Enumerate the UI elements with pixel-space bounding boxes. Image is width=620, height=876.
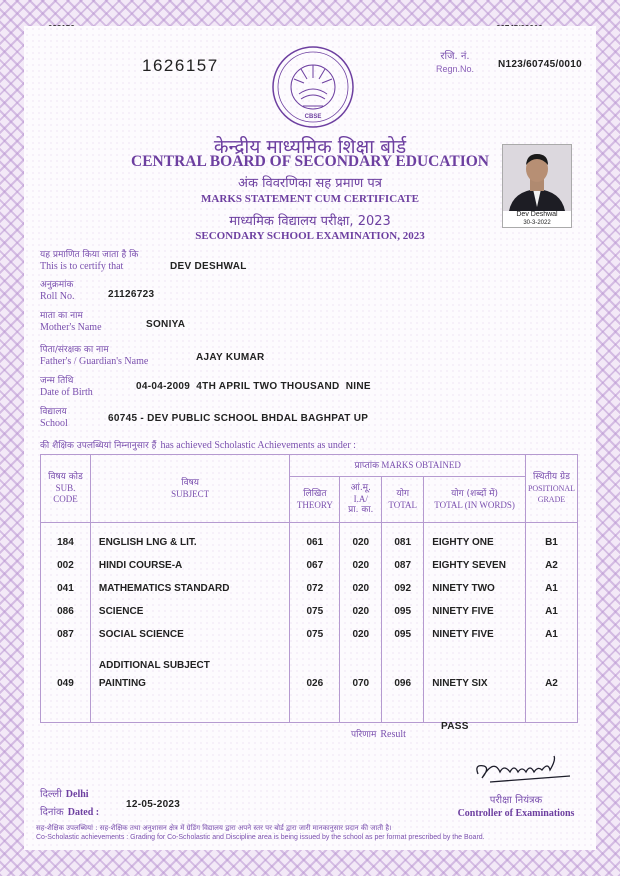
photo-caption-name: Dev Deshwal [516,211,558,218]
regn-label-en: Regn.No. [436,64,475,74]
field-school-label-en: School [40,418,68,429]
seal-center-text: CBSE [304,114,322,120]
issue-date: 12-05-2023 [126,799,181,810]
field-father-label-hi: पिता/संरक्षक का नाम [40,345,109,355]
header-theory: लिखित THEORY [290,477,340,523]
serial-number: 1626157 [142,56,219,75]
board-name-hindi: केन्द्रीय माध्यमिक शिक्षा बोर्ड [213,136,407,158]
controller-label [446,794,586,820]
table-row: 049 PAINTING 026 070 096 NINETY SIX A2 [41,672,578,695]
field-mother-label [40,310,102,334]
result-label-en: Result [380,729,406,740]
student-portrait-icon [503,145,571,211]
regn-label-hi: रजि. नं. [440,51,470,62]
footer-note [36,823,588,843]
field-father-label [40,344,148,368]
place [40,786,89,801]
field-certify-label-en: This is to certify that [40,261,124,272]
header-marks-obtained: प्राप्तांक MARKS OBTAINED [290,455,526,477]
achievement-line-en: has achieved Scholastic Achievements as under : [160,440,356,451]
father-name: AJAY KUMAR [196,352,265,363]
header-total: योग TOTAL [382,477,424,523]
table-row: 002 HINDI COURSE-A 067 020 087 EIGHTY SEVEN A2 [41,554,578,577]
certificate-body [24,26,596,850]
field-roll-label-en: Roll No. [40,291,75,302]
footer-note-hi: सह-शैक्षिक उपलब्धियां : सह-शैक्षिक तथा अनुशासन क्षेत्र में ग्रेडिंग विद्यालय द्वारा अपने स्तर पर बोर्ड द्वारा जारी मानकानुसार प्रदान की जाती है। [36,824,392,832]
field-dob-label-en: Date of Birth [40,387,93,398]
controller-signature-icon [470,752,580,788]
header-grade: स्थितीय ग्रेड POSITIONAL GRADE [525,455,577,523]
dated-label [40,802,99,820]
board-name-english: CENTRAL BOARD OF SECONDARY EDUCATION [131,153,489,170]
controller-label-en: Controller of Examinations [457,808,575,819]
achievement-line-hi: की शैक्षिक उपलब्धियां निम्नानुसार हैं [40,441,157,451]
field-mother-label-en: Mother's Name [40,322,102,333]
place-en: Delhi [65,789,89,800]
student-photo [502,144,572,228]
marks-table [40,454,578,723]
field-roll-label [40,279,74,303]
footer-note-en: Co-Scholastic achievements : Grading for Co-Scholastic and Discipline area is being issued by the school as per format prescribed by the Board. [36,834,485,841]
additional-subject-row: ADDITIONAL SUBJECT [41,646,578,672]
table-row: 086 SCIENCE 075 020 095 NINETY FIVE A1 [41,600,578,623]
achievement-line [40,435,356,453]
result-label [351,724,406,742]
student-name: DEV DESHWAL [170,261,247,272]
header-subject: विषय SUBJECT [90,455,289,523]
certificate-title-hindi: अंक विवरणिका सह प्रमाण पत्र [238,176,382,191]
exam-name-english: SECONDARY SCHOOL EXAMINATION, 2023 [195,230,425,242]
date-of-birth: 04-04-2009 4TH APRIL TWO THOUSAND NINE [136,381,371,392]
field-roll-label-hi: अनुक्रमांक [40,280,74,290]
header-total-words: योग (शब्दों में) TOTAL (IN WORDS) [424,477,526,523]
photo-caption-date: 30-3-2022 [523,220,551,226]
result-value: PASS [441,721,469,732]
result-label-hi: परिणाम [351,730,377,740]
field-dob-label-hi: जन्म तिथि [40,376,74,386]
table-row: 184 ENGLISH LNG & LIT. 061 020 081 EIGHTY ONE B1 [41,531,578,554]
field-school-label-hi: विद्यालय [40,407,67,417]
certificate-title-english: MARKS STATEMENT CUM CERTIFICATE [201,193,419,205]
field-father-label-en: Father's / Guardian's Name [40,356,149,367]
header-sub-code: विषय कोड SUB. CODE [41,455,91,523]
exam-name-hindi: माध्यमिक विद्यालय परीक्षा, 2023 [229,214,391,229]
controller-label-hi: परीक्षा नियंत्रक [489,795,543,806]
table-row: 041 MATHEMATICS STANDARD 072 020 092 NINETY TWO A1 [41,577,578,600]
school-name: 60745 - DEV PUBLIC SCHOOL BHDAL BAGHPAT UP [108,413,369,424]
roll-number: 21126723 [108,289,155,300]
field-school-label [40,406,68,430]
header-ia: आं.मू. I.A/ प्रा. का. [340,477,382,523]
field-certify-label-hi: यह प्रमाणित किया जाता है कि [40,250,139,260]
place-hi: दिल्ली [40,789,62,800]
dated-label-hi: दिनांक [40,807,64,818]
field-mother-label-hi: माता का नाम [40,311,83,321]
regn-label [436,51,474,75]
dated-label-en: Dated : [67,807,100,818]
field-certify-label [40,249,138,273]
mother-name: SONIYA [146,319,186,330]
regn-number: N123/60745/0010 [498,59,583,70]
table-row: 087 SOCIAL SCIENCE 075 020 095 NINETY FIVE A1 [41,623,578,646]
field-dob-label [40,375,93,399]
